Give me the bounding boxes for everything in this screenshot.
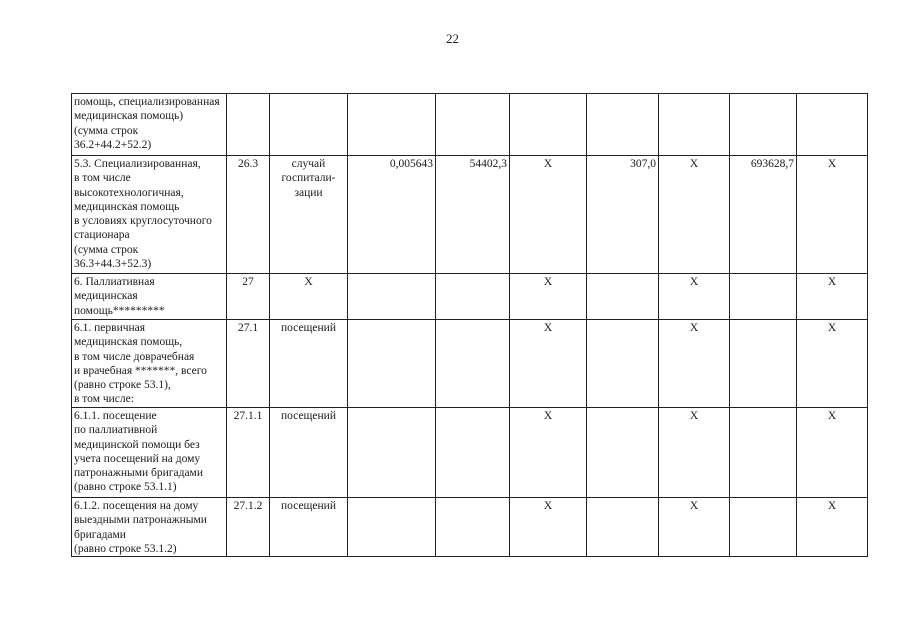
value-cell [730, 320, 797, 408]
unit-cell: посещений [270, 320, 348, 408]
table-row [72, 320, 868, 408]
value-cell [587, 274, 659, 320]
value-cell: X [797, 156, 868, 274]
value-cell [348, 498, 436, 557]
value-cell: 54402,3 [436, 156, 510, 274]
value-cell: X [797, 408, 868, 498]
unit-cell: посещений [270, 498, 348, 557]
row-label: 6. Паллиативная медицинская помощь********* [72, 274, 227, 320]
value-cell [587, 408, 659, 498]
table-row [72, 94, 868, 156]
value-cell: X [510, 408, 587, 498]
value-cell: X [797, 274, 868, 320]
row-label: 6.1.1. посещение по паллиативной медицинской помощи без учета посещений на дому патронажными бригадами (равно строке 53.1.1) [72, 408, 227, 498]
value-cell: 0,005643 [348, 156, 436, 274]
value-cell: 307,0 [587, 156, 659, 274]
row-code: 27.1.2 [227, 498, 270, 557]
row-code: 26.3 [227, 156, 270, 274]
value-cell [510, 94, 587, 156]
unit-cell [270, 94, 348, 156]
value-cell [436, 408, 510, 498]
value-cell [436, 498, 510, 557]
row-code: 27.1 [227, 320, 270, 408]
value-cell [348, 320, 436, 408]
page-number: 22 [446, 31, 459, 46]
value-cell [730, 94, 797, 156]
unit-cell: случай госпитали- зации [270, 156, 348, 274]
row-label: 6.1.2. посещения на дому выездными патронажными бригадами (равно строке 53.1.2) [72, 498, 227, 557]
value-cell [348, 274, 436, 320]
value-cell [730, 274, 797, 320]
value-cell: 693628,7 [730, 156, 797, 274]
table-row [72, 156, 868, 274]
value-cell: X [510, 156, 587, 274]
value-cell [797, 94, 868, 156]
row-label: 6.1. первичная медицинская помощь, в том числе доврачебная и врачебная *******, всего (равно строке 53.1), в том числе: [72, 320, 227, 408]
value-cell [730, 408, 797, 498]
value-cell [436, 94, 510, 156]
row-label: помощь, специализированная медицинская помощь) (сумма строк 36.2+44.2+52.2) [72, 94, 227, 156]
value-cell [587, 320, 659, 408]
table-row [72, 274, 868, 320]
table-row [72, 408, 868, 498]
value-cell [730, 498, 797, 557]
value-cell: X [510, 274, 587, 320]
value-cell: X [797, 498, 868, 557]
unit-cell: X [270, 274, 348, 320]
value-cell [436, 320, 510, 408]
value-cell: X [797, 320, 868, 408]
data-table [71, 93, 868, 557]
value-cell [587, 498, 659, 557]
value-cell: X [510, 320, 587, 408]
value-cell: X [659, 274, 730, 320]
table-row [72, 498, 868, 557]
row-label: 5.3. Специализированная, в том числе высокотехнологичная, медицинская помощь в условиях круглосуточного стационара (сумма строк 36.3+44.3+52.3) [72, 156, 227, 274]
row-code: 27.1.1 [227, 408, 270, 498]
value-cell [587, 94, 659, 156]
unit-cell: посещений [270, 408, 348, 498]
row-code: 27 [227, 274, 270, 320]
value-cell [659, 94, 730, 156]
value-cell [436, 274, 510, 320]
value-cell: X [659, 320, 730, 408]
value-cell: X [659, 408, 730, 498]
value-cell: X [659, 156, 730, 274]
value-cell: X [510, 498, 587, 557]
value-cell: X [659, 498, 730, 557]
row-code [227, 94, 270, 156]
value-cell [348, 408, 436, 498]
value-cell [348, 94, 436, 156]
